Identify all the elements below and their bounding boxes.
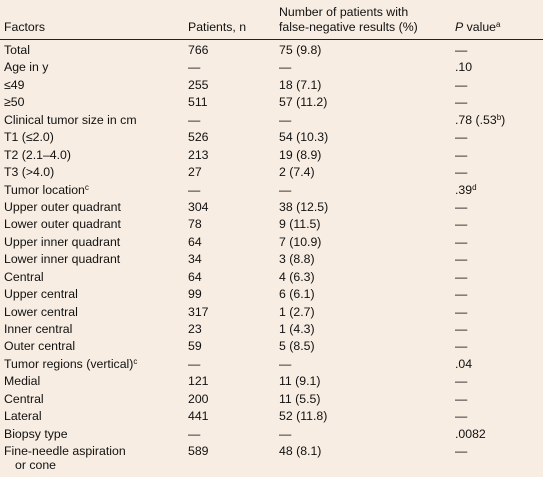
- table-row: [0, 408, 543, 425]
- pvalue-text: —: [455, 444, 468, 459]
- false-negative-cell: 11 (5.5): [279, 391, 321, 406]
- false-negative-cell: 48 (8.1): [279, 444, 322, 459]
- pvalue-header-footnote: a: [496, 20, 501, 29]
- table-row: [0, 356, 543, 373]
- patients-cell: 304: [188, 199, 209, 214]
- factor-cell: [4, 356, 137, 373]
- pvalue-cell: [455, 164, 467, 181]
- false-negative-cell: 7 (10.9): [279, 234, 322, 249]
- factor-cell: [4, 42, 30, 59]
- patients-cell: 766: [188, 43, 209, 57]
- false-negative-cell: 1 (2.7): [279, 304, 315, 319]
- pvalue-text: —: [455, 217, 468, 232]
- pvalue-text: —: [455, 43, 468, 57]
- patients-cell: 441: [188, 409, 209, 424]
- factor-cell: [4, 321, 72, 338]
- table-row: [0, 321, 543, 338]
- factor-cell: [4, 304, 78, 321]
- factor-cell: [4, 338, 75, 355]
- factor-cell: [4, 373, 40, 390]
- table-header: [0, 0, 543, 40]
- table-row: [0, 42, 543, 59]
- false-negative-cell: 57 (11.2): [279, 95, 328, 110]
- pvalue-cell: [455, 94, 467, 111]
- false-negative-cell: —: [279, 112, 292, 127]
- pvalue-cell: [455, 286, 467, 303]
- pvalue-cell: [455, 112, 505, 129]
- patients-cell: 121: [188, 374, 209, 389]
- pvalue-text: —: [455, 409, 468, 424]
- factor-text: Lateral: [4, 409, 42, 424]
- table-row: [0, 59, 543, 76]
- patients-cell: —: [188, 112, 201, 127]
- false-negative-cell: —: [279, 426, 292, 441]
- factor-text: Lower outer quadrant: [4, 217, 121, 232]
- table-row: [0, 373, 543, 390]
- pvalue-cell: [455, 426, 486, 443]
- pvalue-cell: [455, 216, 467, 233]
- patients-cell: 78: [188, 217, 202, 232]
- pvalue-text: —: [455, 391, 468, 406]
- pvalue-text: —: [455, 287, 468, 302]
- table-row: [0, 216, 543, 233]
- pvalue-cell: [455, 42, 467, 59]
- factor-text: Upper inner quadrant: [4, 234, 121, 249]
- factor-cell: [4, 112, 137, 129]
- pvalue-cell: [455, 443, 467, 460]
- pvalue-text: —: [455, 165, 468, 180]
- pvalue-text: .10: [455, 60, 473, 75]
- false-negative-cell: 6 (6.1): [279, 287, 315, 302]
- pvalue-cell: [455, 199, 467, 216]
- table-row: [0, 129, 543, 146]
- table-row: [0, 251, 543, 268]
- pvalue-text: —: [455, 234, 468, 249]
- factor-cell: [4, 391, 44, 408]
- factor-text: Inner central: [4, 322, 73, 336]
- pvalue-text-after: ): [501, 112, 506, 127]
- factor-text: Central: [4, 391, 44, 406]
- pvalue-cell: [455, 77, 467, 94]
- patients-cell: 34: [188, 252, 202, 267]
- patients-cell: 27: [188, 165, 202, 180]
- patients-cell: 255: [188, 77, 209, 92]
- false-negative-cell: 4 (6.3): [279, 269, 315, 284]
- factor-text: Age in y: [4, 60, 49, 75]
- false-negative-cell: 5 (8.5): [279, 339, 315, 354]
- patients-cell: 64: [188, 269, 202, 284]
- patients-cell: —: [188, 426, 201, 441]
- table-row: [0, 182, 543, 199]
- table-row: [0, 94, 543, 111]
- pvalue-text: —: [455, 322, 468, 336]
- factor-text: ≥50: [4, 95, 25, 110]
- factor-text: Lower inner quadrant: [4, 252, 121, 267]
- false-negative-cell: —: [279, 356, 292, 371]
- patients-cell: 526: [188, 130, 209, 145]
- table-row: [0, 199, 543, 216]
- table-row: [0, 391, 543, 408]
- factor-cell: [4, 216, 121, 233]
- pvalue-cell: [455, 356, 472, 373]
- factor-text: T3 (>4.0): [4, 165, 55, 180]
- factor-text: Clinical tumor size in cm: [4, 112, 137, 127]
- factor-cell: [4, 286, 78, 303]
- pvalue-header-p: P: [455, 20, 464, 34]
- pvalue-cell: [455, 269, 467, 286]
- false-negative-header-line1: Number of patients with: [279, 5, 409, 19]
- factor-text: T2 (2.1–4.0): [4, 147, 71, 162]
- table-row: [0, 234, 543, 251]
- pvalue-text: —: [455, 339, 468, 354]
- patients-header: Patients, n: [188, 20, 247, 34]
- factor-cell: [4, 182, 89, 199]
- factor-cell: [4, 426, 68, 443]
- table-row: [0, 443, 543, 477]
- pvalue-cell: [455, 59, 472, 76]
- factor-text: Medial: [4, 374, 41, 389]
- table-row: [0, 304, 543, 321]
- pvalue-text: —: [455, 77, 468, 92]
- table-row: [0, 286, 543, 303]
- factor-cell: [4, 444, 126, 472]
- false-negative-cell: 18 (7.1): [279, 77, 322, 92]
- pvalue-cell: [455, 251, 467, 268]
- patients-cell: —: [188, 182, 201, 197]
- factor-cell: [4, 164, 54, 181]
- factor-text: Lower central: [4, 304, 78, 319]
- table-row: [0, 426, 543, 443]
- pvalue-text: —: [455, 95, 468, 110]
- false-negative-cell: 1 (4.3): [279, 322, 315, 336]
- factor-text: Upper outer quadrant: [4, 199, 121, 214]
- factor-footnote: c: [133, 356, 138, 366]
- false-negative-cell: 3 (8.8): [279, 252, 315, 267]
- factor-cell: [4, 94, 24, 111]
- factor-footnote: c: [84, 182, 89, 192]
- pvalue-text: —: [455, 269, 468, 284]
- pvalue-cell: [455, 391, 467, 408]
- table-row: [0, 112, 543, 129]
- factor-cell: [4, 59, 48, 76]
- factor-cell: [4, 234, 120, 251]
- patients-cell: 64: [188, 234, 202, 249]
- patients-cell: 589: [188, 444, 209, 459]
- factors-header: Factors: [4, 20, 45, 34]
- pvalue-cell: [455, 182, 477, 199]
- factor-cell: [4, 269, 44, 286]
- patients-cell: 23: [188, 322, 202, 336]
- pvalue-footnote: d: [472, 182, 477, 192]
- pvalue-text: —: [455, 304, 468, 319]
- factor-text: ≤49: [4, 77, 25, 92]
- false-negative-cell: 52 (11.8): [279, 409, 328, 424]
- pvalue-text: .04: [455, 356, 473, 371]
- patients-cell: 213: [188, 147, 209, 162]
- factor-text: Tumor regions (vertical): [4, 356, 134, 371]
- factor-cell: [4, 251, 120, 268]
- pvalue-cell: [455, 129, 467, 146]
- factor-cell: [4, 77, 24, 94]
- pvalue-text: —: [455, 147, 468, 162]
- pvalue-cell: [455, 321, 467, 338]
- false-negative-cell: 38 (12.5): [279, 199, 329, 214]
- table-row: [0, 338, 543, 355]
- patients-cell: 59: [188, 339, 202, 354]
- patients-cell: 511: [188, 95, 208, 110]
- factor-cell: [4, 199, 121, 216]
- pvalue-cell: [455, 304, 467, 321]
- factor-text: Tumor location: [4, 182, 85, 197]
- factor-text: Outer central: [4, 339, 76, 354]
- false-negative-cell: 54 (10.3): [279, 130, 329, 145]
- patients-cell: —: [188, 356, 201, 371]
- false-negative-cell: —: [279, 60, 292, 75]
- patients-cell: —: [188, 60, 201, 75]
- factor-text: T1 (≤2.0): [4, 130, 54, 145]
- pvalue-cell: [455, 373, 467, 390]
- table-row: [0, 269, 543, 286]
- false-negative-header-line2: false-negative results (%): [279, 20, 418, 34]
- false-negative-cell: 2 (7.4): [279, 165, 315, 180]
- patients-cell: 200: [188, 391, 209, 406]
- factor-text: Upper central: [4, 287, 78, 302]
- table-row: [0, 164, 543, 181]
- pvalue-cell: [455, 338, 467, 355]
- false-negative-cell: 9 (11.5): [279, 217, 321, 232]
- pvalue-text: —: [455, 374, 468, 389]
- patients-cell: 317: [188, 304, 209, 319]
- pvalue-text: .39: [455, 182, 473, 197]
- factor-text: Total: [4, 43, 30, 57]
- factor-text-continued: or cone: [15, 458, 57, 473]
- pvalue-text: —: [455, 130, 468, 145]
- pvalue-cell: [455, 408, 467, 425]
- table-row: [0, 77, 543, 94]
- table-body: [0, 42, 543, 477]
- false-negative-cell: 11 (9.1): [279, 374, 321, 389]
- table-row: [0, 147, 543, 164]
- pvalue-text: .78 (.53: [455, 112, 497, 127]
- false-negative-cell: 75 (9.8): [279, 43, 322, 57]
- false-negative-header: [279, 5, 449, 35]
- pvalue-text: .0082: [455, 426, 486, 441]
- pvalue-cell: [455, 147, 467, 164]
- factor-text: Biopsy type: [4, 426, 68, 441]
- factor-cell: [4, 129, 54, 146]
- false-negative-cell: 19 (8.9): [279, 147, 322, 162]
- patients-cell: 99: [188, 287, 202, 302]
- pvalue-footnote: b: [496, 112, 502, 122]
- pvalue-header: [455, 20, 500, 35]
- false-negative-cell: —: [279, 182, 292, 197]
- factor-text: Central: [4, 269, 44, 284]
- pvalue-cell: [455, 234, 467, 251]
- pvalue-text: —: [455, 199, 468, 214]
- pvalue-header-text: value: [463, 20, 497, 34]
- factor-cell: [4, 147, 71, 164]
- factor-text: Fine-needle aspiration: [4, 444, 126, 459]
- factor-cell: [4, 408, 42, 425]
- pvalue-text: —: [455, 252, 468, 267]
